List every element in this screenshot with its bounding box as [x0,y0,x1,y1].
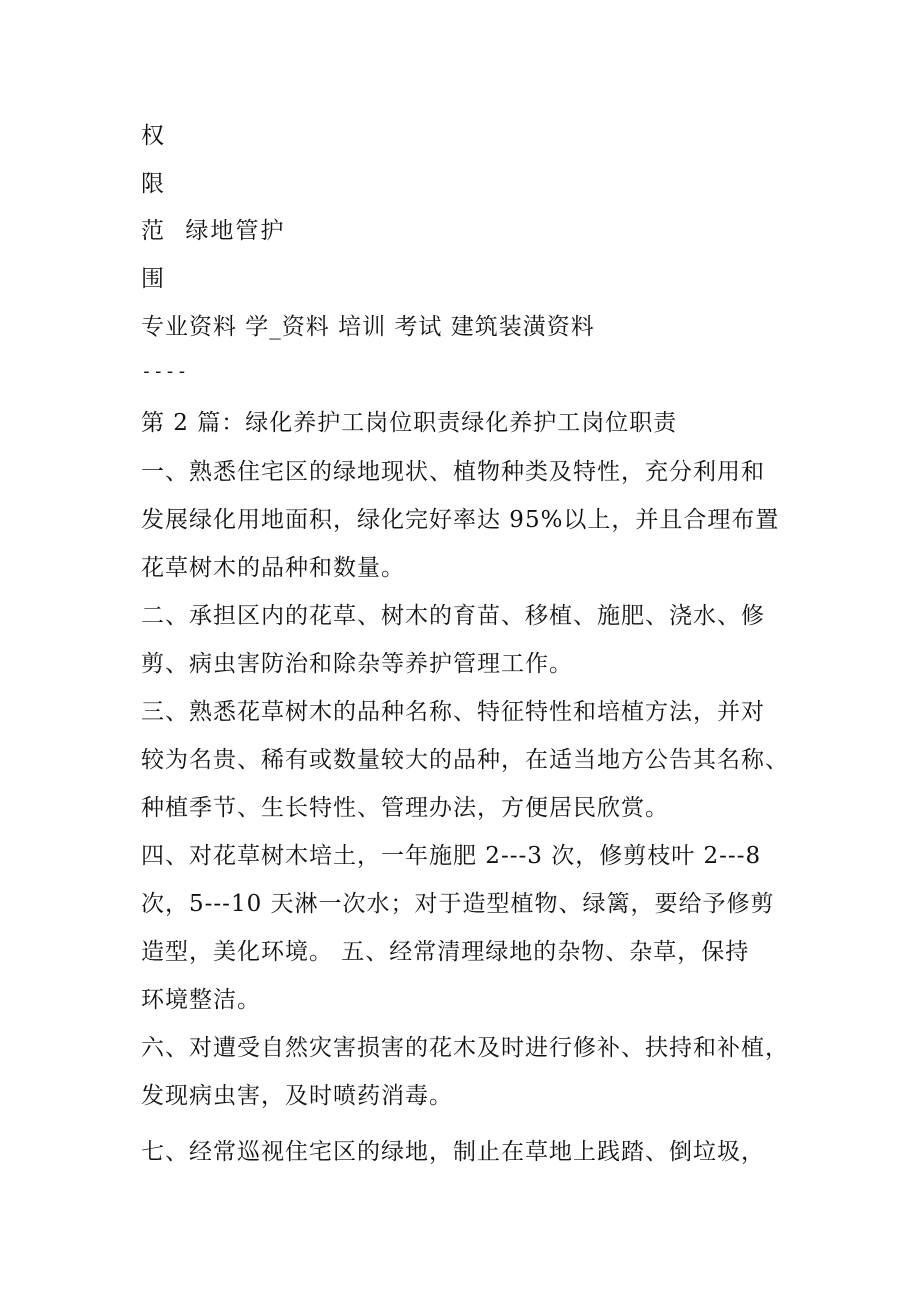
body-line-10: 次，5---10 天淋一次水；对于造型植物、绿篱，要给予修剪 [141,891,775,917]
body-line-13: 六、对遭受自然灾害损害的花木及时进行修补、扶持和补植， [141,1035,789,1061]
body-line-7: 较为名贵、稀有或数量较大的品种，在适当地方公告其名称、 [141,747,789,773]
body-line-12: 环境整洁。 [141,987,261,1013]
scope-value: 绿地管护 [185,218,286,244]
body-line-9: 四、对花草树木培土，一年施肥 2---3 次，修剪枝叶 2---8 [141,843,762,869]
divider: ---- [141,361,189,382]
body-line-3: 花草树木的品种和数量。 [141,555,405,581]
scope-label-char-1: 权 [141,123,166,149]
scope-row [141,216,285,246]
body-line-8: 种植季节、生长特性、管理办法，方便居民欣赏。 [141,795,669,821]
body-line-1: 一、熟悉住宅区的绿地现状、植物种类及特性，充分利用和 [141,459,765,485]
body-line-4: 二、承担区内的花草、树木的育苗、移植、施肥、浇水、修 [141,603,765,629]
body-line-11: 造型，美化环境。 五、经常清理绿地的杂物、杂草，保持 [141,939,750,965]
article-title: 第 2 篇：绿化养护工岗位职责绿化养护工岗位职责 [141,410,678,436]
scope-label-char-2: 限 [141,171,166,197]
body-line-6: 三、熟悉花草树木的品种名称、特征特性和培植方法，并对 [141,699,765,725]
scope-label-char-3: 范 [141,218,166,244]
body-line-15: 七、经常巡视住宅区的绿地，制止在草地上践踏、倒垃圾， [141,1139,765,1165]
scope-label-char-4: 围 [141,266,166,292]
tag-line: 专业资料 学_资料 培训 考试 建筑装潢资料 [141,314,595,340]
body-line-5: 剪、病虫害防治和除杂等养护管理工作。 [141,651,573,677]
body-line-14: 发现病虫害，及时喷药消毒。 [141,1083,453,1109]
body-line-2: 发展绿化用地面积，绿化完好率达 95%以上，并且合理布置 [141,507,780,533]
